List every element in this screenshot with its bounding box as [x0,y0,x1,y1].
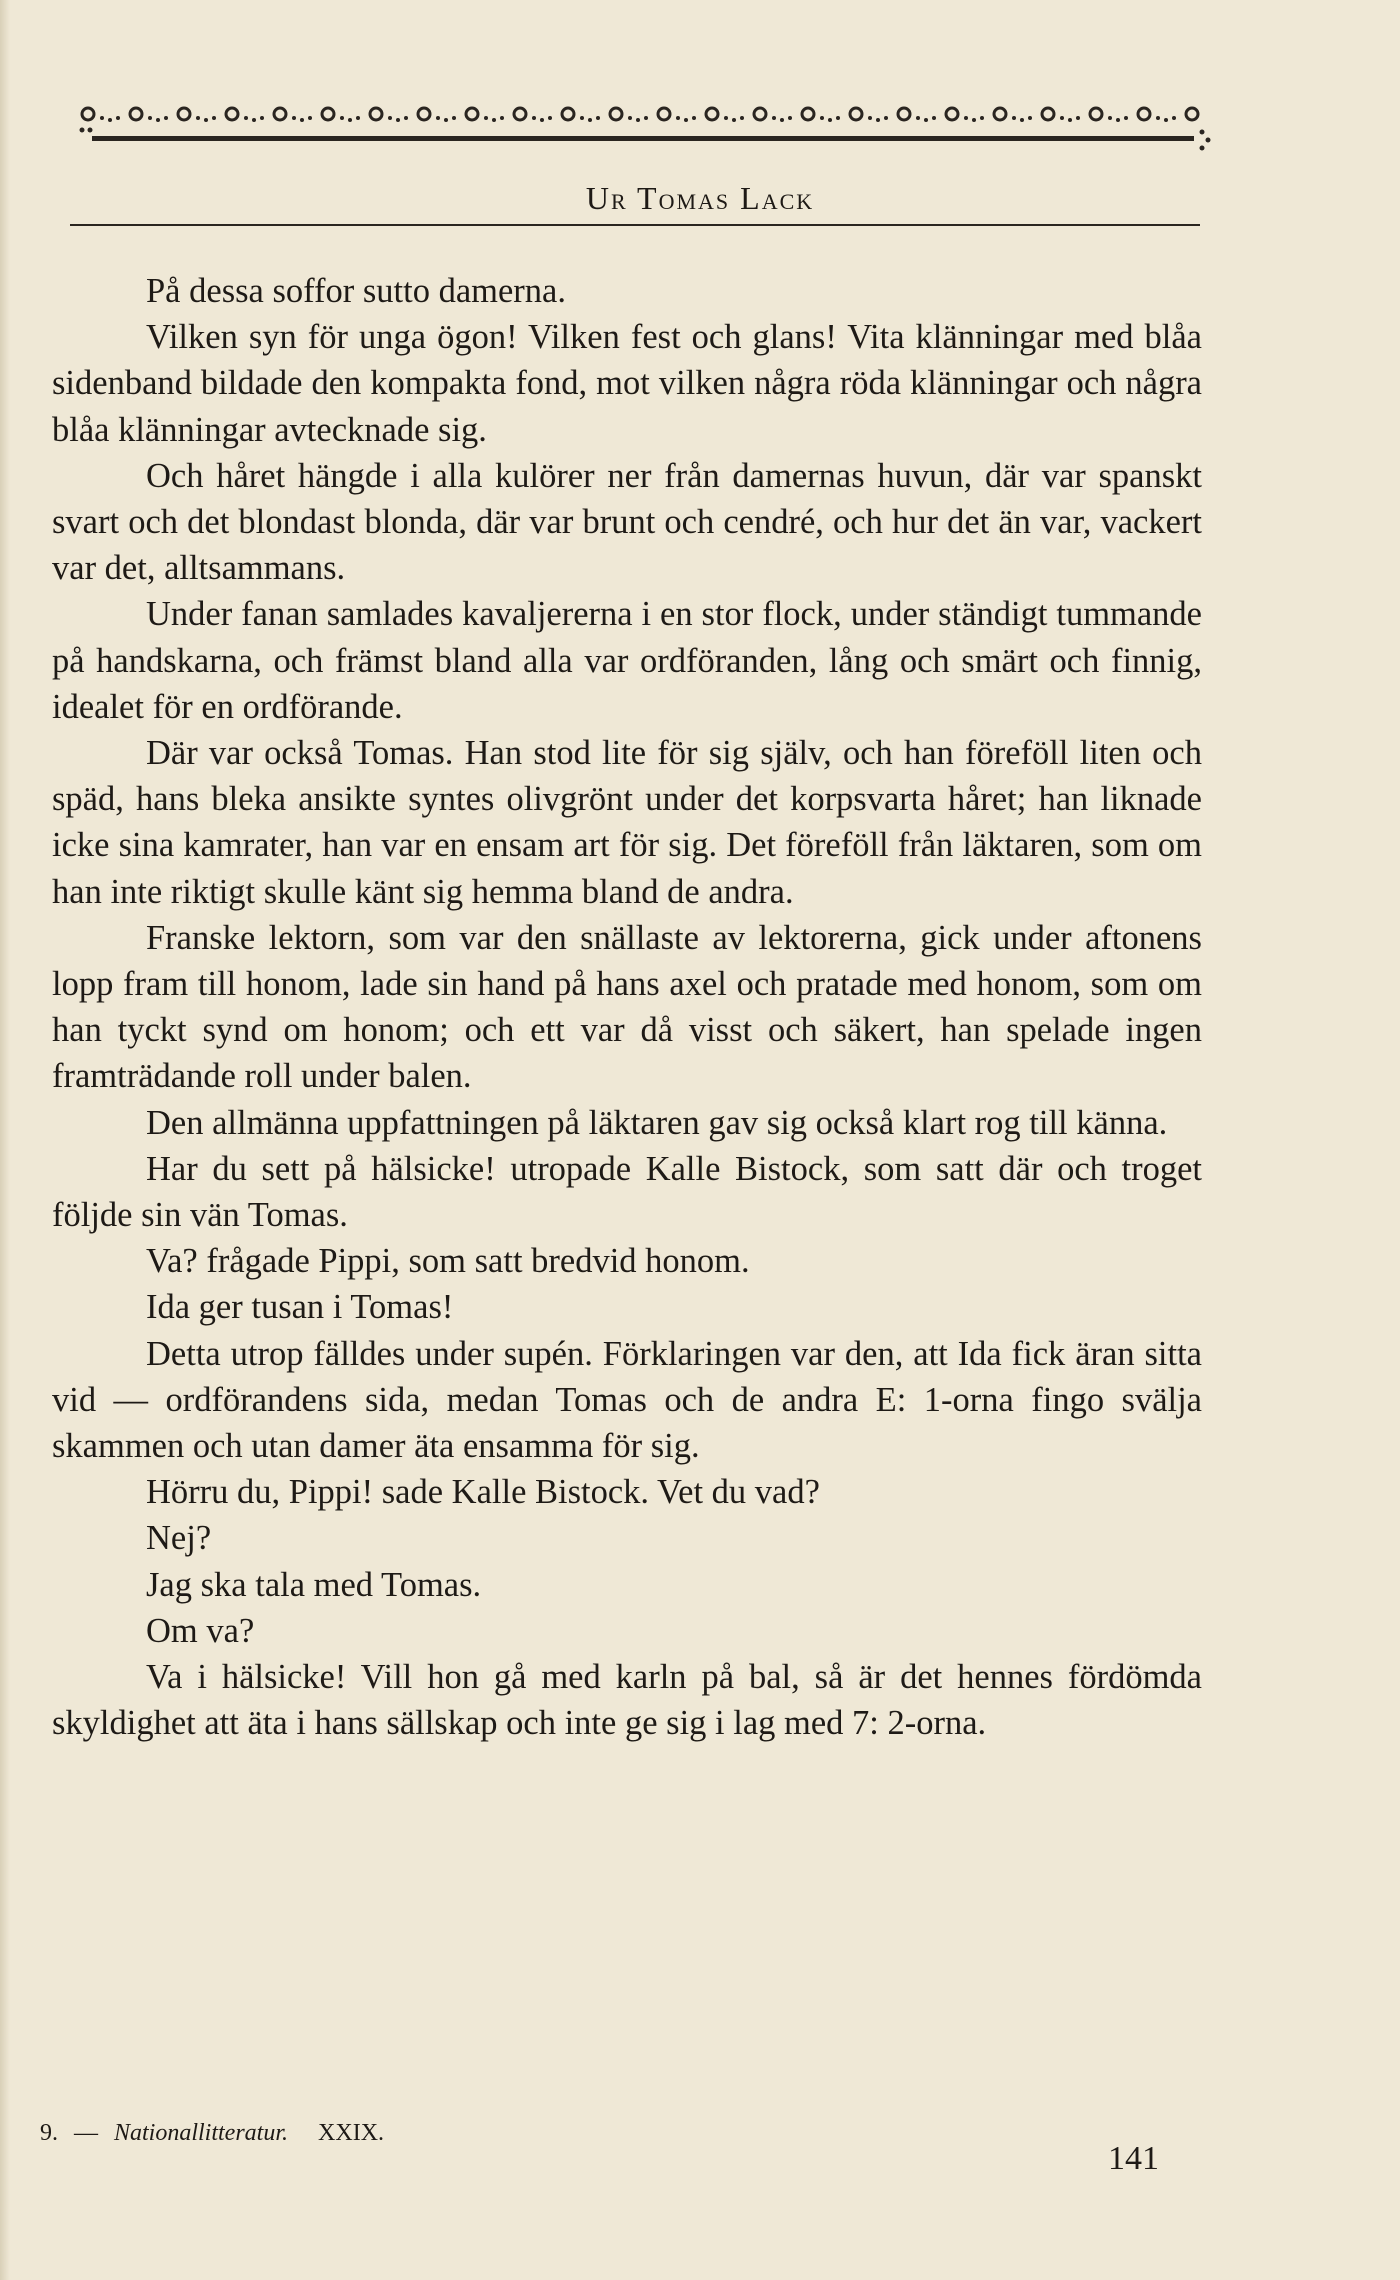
running-head: Ur Tomas Lack [585,180,815,216]
signature-dash: — [74,2120,98,2146]
signature-volume: XXIX. [318,2120,385,2146]
paragraph: Och håret hängde i alla kulörer ner från damernas huvun, där var spanskt svart och det blondast blonda, där var brunt och cendré, och hur det än var, vackert var det, alltsammans. [52,456,1202,588]
paragraph: Vilken syn för unga ögon! Vilken fest och glans! Vita klänningar med blåa sidenband bildade den kompakta fond, mot vilken några röda klänningar och några blåa klänningar avtecknade sig. [52,318,1202,449]
header-rule [70,224,1200,226]
paragraph: Jag ska tala med Tomas. [146,1565,482,1604]
page-number: 141 [1108,2140,1159,2177]
paragraph: Om va? [146,1611,255,1650]
paragraph: Va? frågade Pippi, som satt bredvid honom. [146,1242,750,1281]
paragraph: Ida ger tusan i Tomas! [146,1288,454,1327]
paragraph: På dessa soffor sutto damerna. [146,272,566,310]
paragraph: Nej? [146,1519,212,1558]
paragraph: Detta utrop fälldes under supén. Förklaringen var den, att Ida fick äran sitta vid — ordförandens sida, medan Tomas och de andra E: 1-orna fingo svälja skammen och utan damer äta ensamma för sig. [52,1334,1202,1466]
signature-number: 9. [40,2120,58,2146]
signature-title: Nationallitteratur. [114,2120,289,2146]
body-text [52,268,1202,1747]
paragraph: Franske lektorn, som var den snällaste av lektorerna, gick under aftonens lopp fram till honom, lade sin hand på hans axel och pratade med honom, som om han tyckt synd om honom; och ett var då visst och säkert, han spelade ingen framträdande roll under balen. [52,918,1202,1096]
decorative-ornament-border [78,96,1212,156]
paragraph: Hörru du, Pippi! sade Kalle Bistock. Vet du vad? [146,1473,820,1512]
paragraph: Har du sett på hälsicke! utropade Kalle Bistock, som satt där och troget följde sin vän Tomas. [52,1149,1202,1235]
paragraph: Va i hälsicke! Vill hon gå med karln på bal, så är det hennes fördömda skyldighet att äta i hans sällskap och inte ge sig i lag med 7: 2-orna. [52,1658,1202,1743]
printer-signature [40,2120,384,2147]
page-edge [0,0,10,2280]
paragraph: Där var också Tomas. Han stod lite för sig själv, och han föreföll liten och späd, hans bleka ansikte syntes olivgrönt under det korpsvarta håret; han liknade icke sina kamrater, han var en ensam art för sig. Det föreföll från läktaren, som om han inte riktigt skulle känt sig hemma bland de andra. [52,734,1202,911]
paragraph: Den allmänna uppfattningen på läktaren gav sig också klart rog till känna. [146,1103,1168,1142]
paragraph: Under fanan samlades kavaljererna i en stor flock, under ständigt tummande på handskarna, och främst bland alla var ordföranden, lång och smärt och finnig, idealet för en ordförande. [52,595,1202,726]
